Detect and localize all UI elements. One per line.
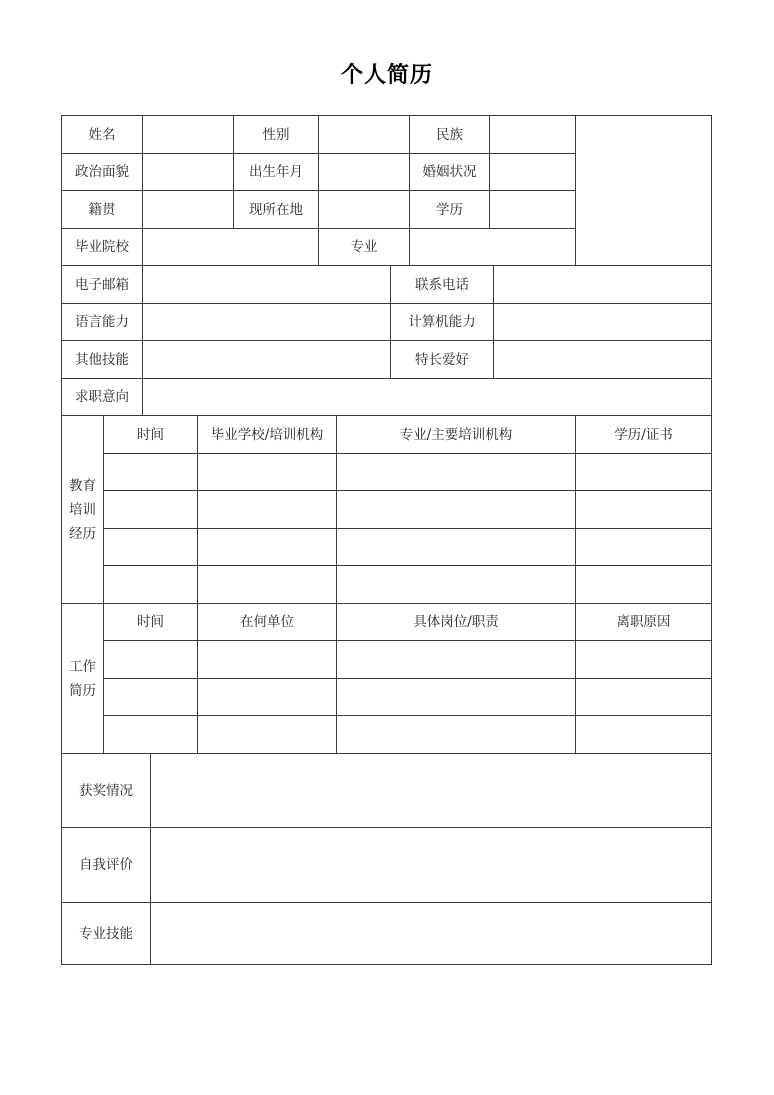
work-col-time: 时间 [137,614,164,630]
residence-field[interactable] [319,191,409,228]
work-section-label [62,604,103,753]
work-row[interactable] [104,641,711,678]
education-section-line3: 经历 [69,525,96,542]
ethnicity-label: 民族 [436,126,463,143]
work-section-line1: 工作 [69,658,96,675]
language-field[interactable] [143,304,390,340]
job-intent-label: 求职意向 [75,389,129,405]
awards-field[interactable] [151,754,711,827]
photo-area[interactable] [576,116,711,265]
page-title: 个人简历 [340,63,433,88]
name-field[interactable] [143,116,233,153]
education-row[interactable] [104,566,711,603]
major-label: 专业 [350,239,378,255]
education-section-line2: 培训 [69,501,96,518]
language-label: 语言能力 [75,314,129,330]
political-status-label: 政治面貌 [75,164,129,180]
other-skills-label: 其他技能 [75,351,129,368]
work-col-reason: 离职原因 [616,614,671,630]
education-col-degree: 学历/证书 [614,426,673,443]
school-label: 毕业院校 [75,239,129,255]
education-col-school: 毕业学校/培训机构 [210,426,324,443]
email-label: 电子邮箱 [75,276,129,293]
education-col-major: 专业/主要培训机构 [399,426,513,443]
hobbies-field[interactable] [494,341,711,378]
name-label: 姓名 [88,126,116,143]
education-section-line1: 教育 [69,477,96,494]
work-row[interactable] [104,716,711,753]
gender-field[interactable] [319,116,409,153]
professional-skills-field[interactable] [151,903,711,964]
computer-skills-field[interactable] [494,304,711,340]
awards-label: 获奖情况 [79,782,133,799]
computer-skills-label: 计算机能力 [408,314,476,330]
work-col-company: 在何单位 [240,614,294,630]
education-row[interactable] [104,454,711,490]
birth-date-field[interactable] [319,154,409,190]
hobbies-label: 特长爱好 [415,351,469,368]
ethnicity-field[interactable] [490,116,575,153]
other-skills-field[interactable] [143,341,390,378]
marital-status-field[interactable] [490,154,575,190]
birth-date-label: 出生年月 [249,164,303,180]
professional-skills-label: 专业技能 [79,925,133,942]
education-label: 学历 [436,201,463,218]
political-status-field[interactable] [143,154,233,190]
native-place-field[interactable] [143,191,233,228]
native-place-label: 籍贯 [88,201,116,218]
phone-label: 联系电话 [415,276,469,293]
major-field[interactable] [410,229,575,265]
work-row[interactable] [104,679,711,715]
marital-status-label: 婚姻状况 [422,164,477,180]
gender-label: 性别 [262,126,290,143]
education-row[interactable] [104,491,711,528]
job-intent-field[interactable] [143,379,711,415]
phone-field[interactable] [494,266,711,303]
education-field[interactable] [490,191,575,228]
education-col-time: 时间 [137,426,164,443]
school-field[interactable] [143,229,318,265]
work-col-role: 具体岗位/职责 [413,614,499,630]
self-evaluation-field[interactable] [151,828,711,902]
self-evaluation-label: 自我评价 [79,857,133,873]
work-section-line2: 简历 [69,682,96,699]
education-section-label [62,416,103,603]
education-row[interactable] [104,529,711,565]
residence-label: 现所在地 [249,201,303,218]
email-field[interactable] [143,266,390,303]
